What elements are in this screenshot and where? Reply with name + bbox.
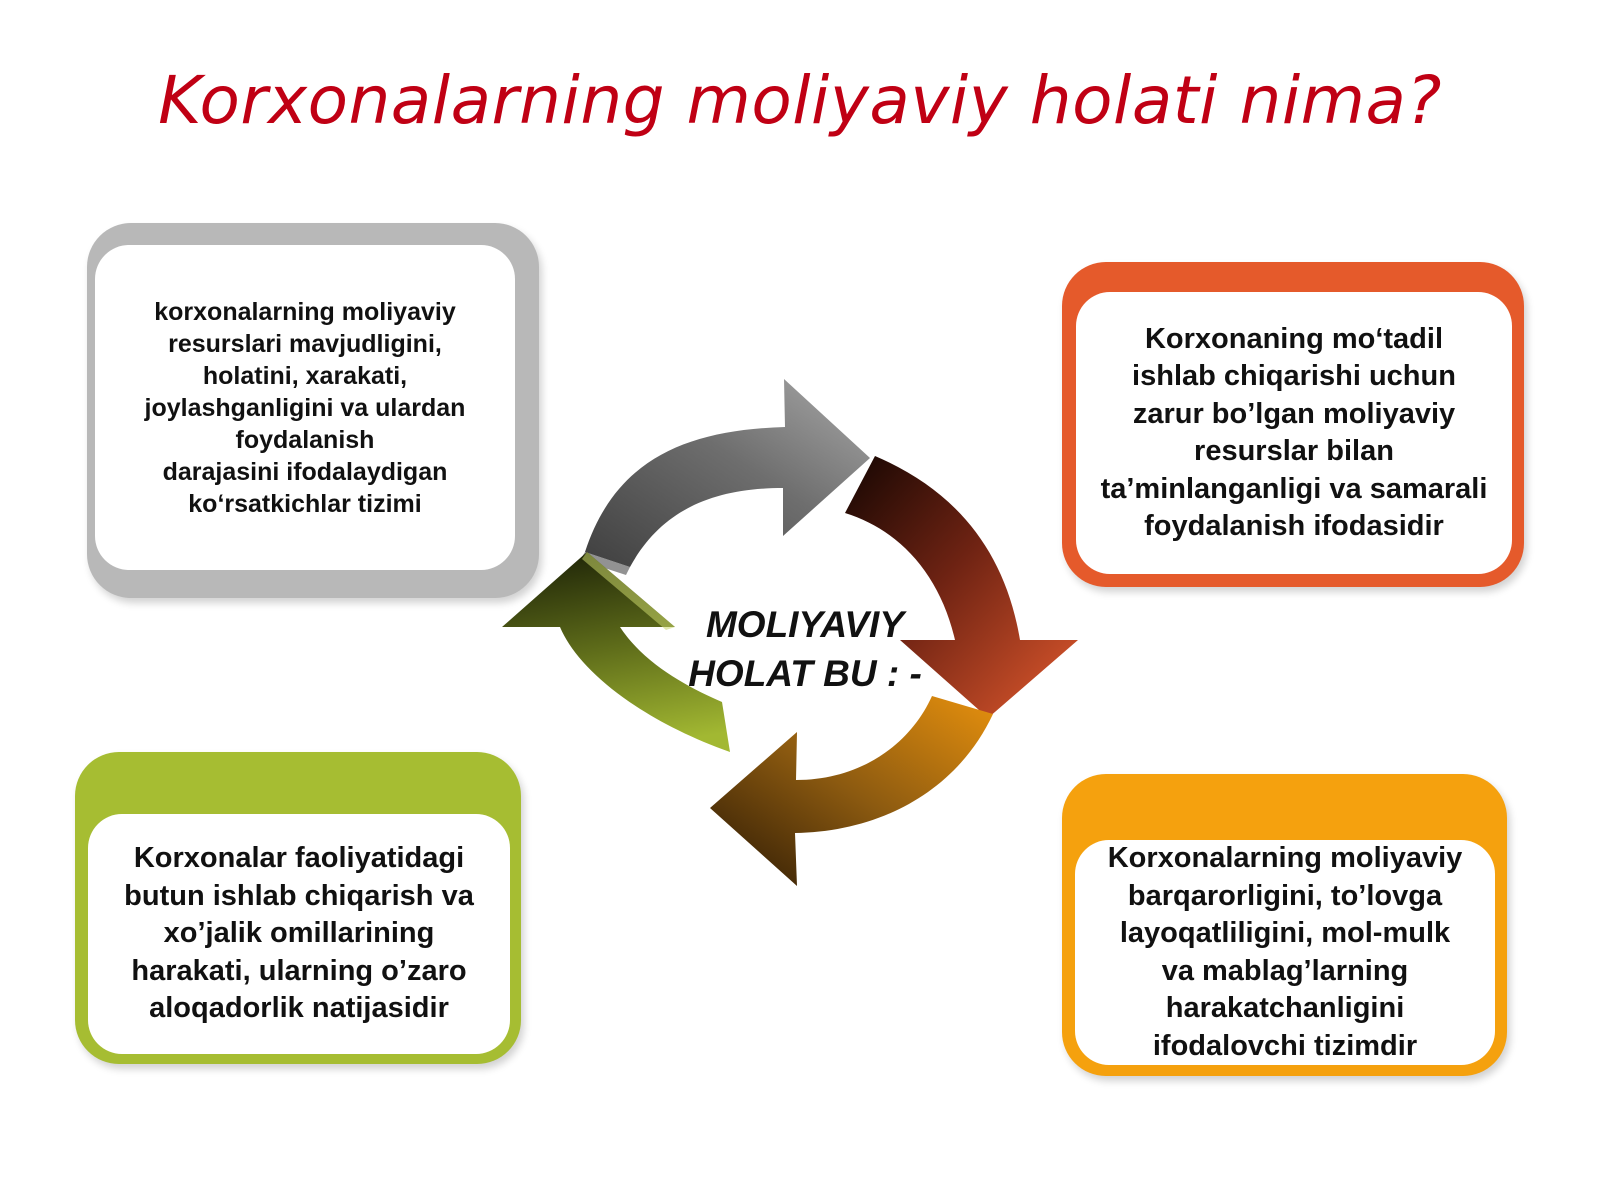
card-orange-text: Korxonalarning moliyaviy barqarorligini, to’lovga layoqatliligini, mol-mulk va mablag’larning harakatchanligini ifodalovchi tizimdir: [1107, 842, 1463, 1062]
arrow-orange-icon: [710, 696, 993, 886]
card-provision-efficiency: [1062, 262, 1524, 587]
card-gray-inner: [95, 245, 515, 570]
card-orange-inner: [1075, 840, 1495, 1065]
slide-title: Korxonalarning moliyaviy holati nima?: [158, 62, 1442, 139]
card-green-inner: [88, 814, 510, 1054]
arrow-gray-icon: [585, 379, 870, 567]
center-label: MOLIYAVIY HOLAT BU : -: [688, 604, 922, 694]
card-red-text: Korxonaning mo‘tadil ishlab chiqarishi uchun zarur bo’lgan moliyaviy resurslar bilan ta’minlanganligi va samarali foydalanish ifodasidir: [1100, 322, 1488, 542]
card-resources-indicators: [87, 223, 539, 598]
card-stability-solvency: [1062, 774, 1507, 1076]
card-gray-text: korxonalarning moliyaviy resurslari mavjudligini, holatini, xarakati, joylashganligini va ulardan foydalanish darajasini ifodalaydigan ko‘rsatkichlar tizimi: [144, 297, 466, 518]
card-green-text: Korxonalar faoliyatidagi butun ishlab chiqarish va xo’jalik omillarining harakati, ularning o’zaro aloqadorlik natijasidir: [124, 842, 474, 1025]
card-production-factors: [75, 752, 521, 1064]
card-red-inner: [1076, 292, 1512, 574]
